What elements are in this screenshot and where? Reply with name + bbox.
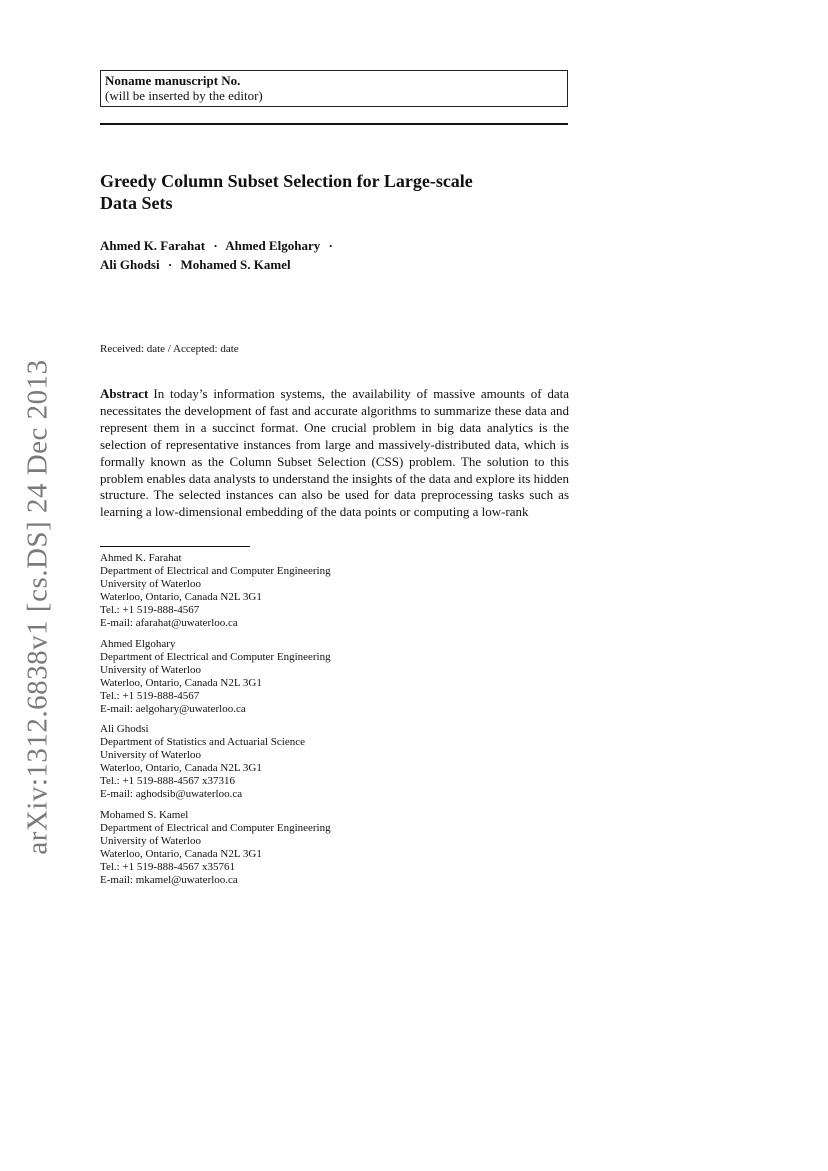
- affiliation-dept: Department of Statistics and Actuarial Science: [100, 736, 305, 749]
- affiliation-univ: University of Waterloo: [100, 578, 201, 590]
- received-accepted-dates: Received: date / Accepted: date: [100, 343, 239, 355]
- affiliation-univ: University of Waterloo: [100, 834, 201, 847]
- affiliation-tel: Tel.: +1 519-888-4567: [100, 689, 200, 702]
- affiliation-tel: Tel.: +1 519-888-4567: [100, 604, 200, 616]
- affiliation-block: [100, 638, 569, 716]
- affiliation-address: Waterloo, Ontario, Canada N2L 3G1: [100, 847, 262, 860]
- affiliation-block: [100, 723, 569, 801]
- author-line-1: [100, 236, 570, 255]
- affiliation-name: Ali Ghodsi: [100, 723, 149, 736]
- author-name: Ahmed Elgohary: [225, 238, 321, 253]
- title-line-2: Data Sets: [100, 193, 173, 213]
- footnote-rule: [100, 546, 250, 547]
- affiliation-tel: Tel.: +1 519-888-4567 x37316: [100, 775, 235, 788]
- affiliation-email: E-mail: afarahat@uwaterloo.ca: [100, 617, 238, 629]
- affiliation-dept: Department of Electrical and Computer Engineering: [100, 650, 331, 663]
- affiliation-address: Waterloo, Ontario, Canada N2L 3G1: [100, 762, 262, 775]
- manuscript-box: [100, 70, 568, 107]
- affiliation-dept: Department of Electrical and Computer Engineering: [100, 565, 331, 577]
- author-name: Ahmed K. Farahat: [100, 238, 206, 253]
- manuscript-number: Noname manuscript No.: [105, 73, 241, 88]
- author-name: Ali Ghodsi: [100, 257, 160, 272]
- affiliations: [100, 552, 569, 894]
- affiliation-name: Ahmed K. Farahat: [100, 552, 182, 564]
- affiliation-univ: University of Waterloo: [100, 663, 201, 676]
- affiliation-address: Waterloo, Ontario, Canada N2L 3G1: [100, 676, 262, 689]
- affiliation-address: Waterloo, Ontario, Canada N2L 3G1: [100, 591, 262, 603]
- abstract-text: In today’s information systems, the availability of massive amounts of data necessitates the development of fast and accurate algorithms to summarize these data and represent them in a succinct format. One crucial problem in big data analytics is the selection of representative instances from large and massively-distributed data, which is formally known as the Column Subset Selection (CSS) problem. The solution to this problem enables data analysts to understand the insights of the data and explore its hidden structure. The selected instances can also be used for data preprocessing tasks such as learning a low-dimensional embedding of the data points or computing a low-rank: [100, 386, 569, 520]
- abstract-label: Abstract: [100, 386, 149, 401]
- affiliation-tel: Tel.: +1 519-888-4567 x35761: [100, 860, 235, 873]
- author-name: Mohamed S. Kamel: [180, 257, 291, 272]
- paper-title: [100, 170, 570, 214]
- affiliation-block: [100, 552, 569, 630]
- affiliation-name: Ahmed Elgohary: [100, 637, 176, 650]
- affiliation-email: E-mail: aelgohary@uwaterloo.ca: [100, 702, 246, 715]
- affiliation-name: Mohamed S. Kamel: [100, 808, 189, 821]
- affiliation-email: E-mail: aghodsib@uwaterloo.ca: [100, 788, 243, 801]
- author-separator: ·: [167, 257, 173, 272]
- author-separator: ·: [213, 238, 218, 253]
- abstract: [100, 386, 569, 521]
- author-line-2: [100, 255, 570, 274]
- affiliation-dept: Department of Electrical and Computer Engineering: [100, 821, 331, 834]
- arxiv-stamp: arXiv:1312.6838v1 [cs.DS] 24 Dec 2013: [21, 359, 54, 855]
- title-line-1: Greedy Column Subset Selection for Large-scale: [100, 171, 473, 191]
- affiliation-block: [100, 809, 569, 887]
- author-separator: ·: [328, 238, 333, 253]
- affiliation-email: E-mail: mkamel@uwaterloo.ca: [100, 873, 238, 886]
- manuscript-note: (will be inserted by the editor): [105, 88, 263, 103]
- header-rule: [100, 123, 568, 125]
- author-list: [100, 236, 570, 274]
- affiliation-univ: University of Waterloo: [100, 749, 201, 762]
